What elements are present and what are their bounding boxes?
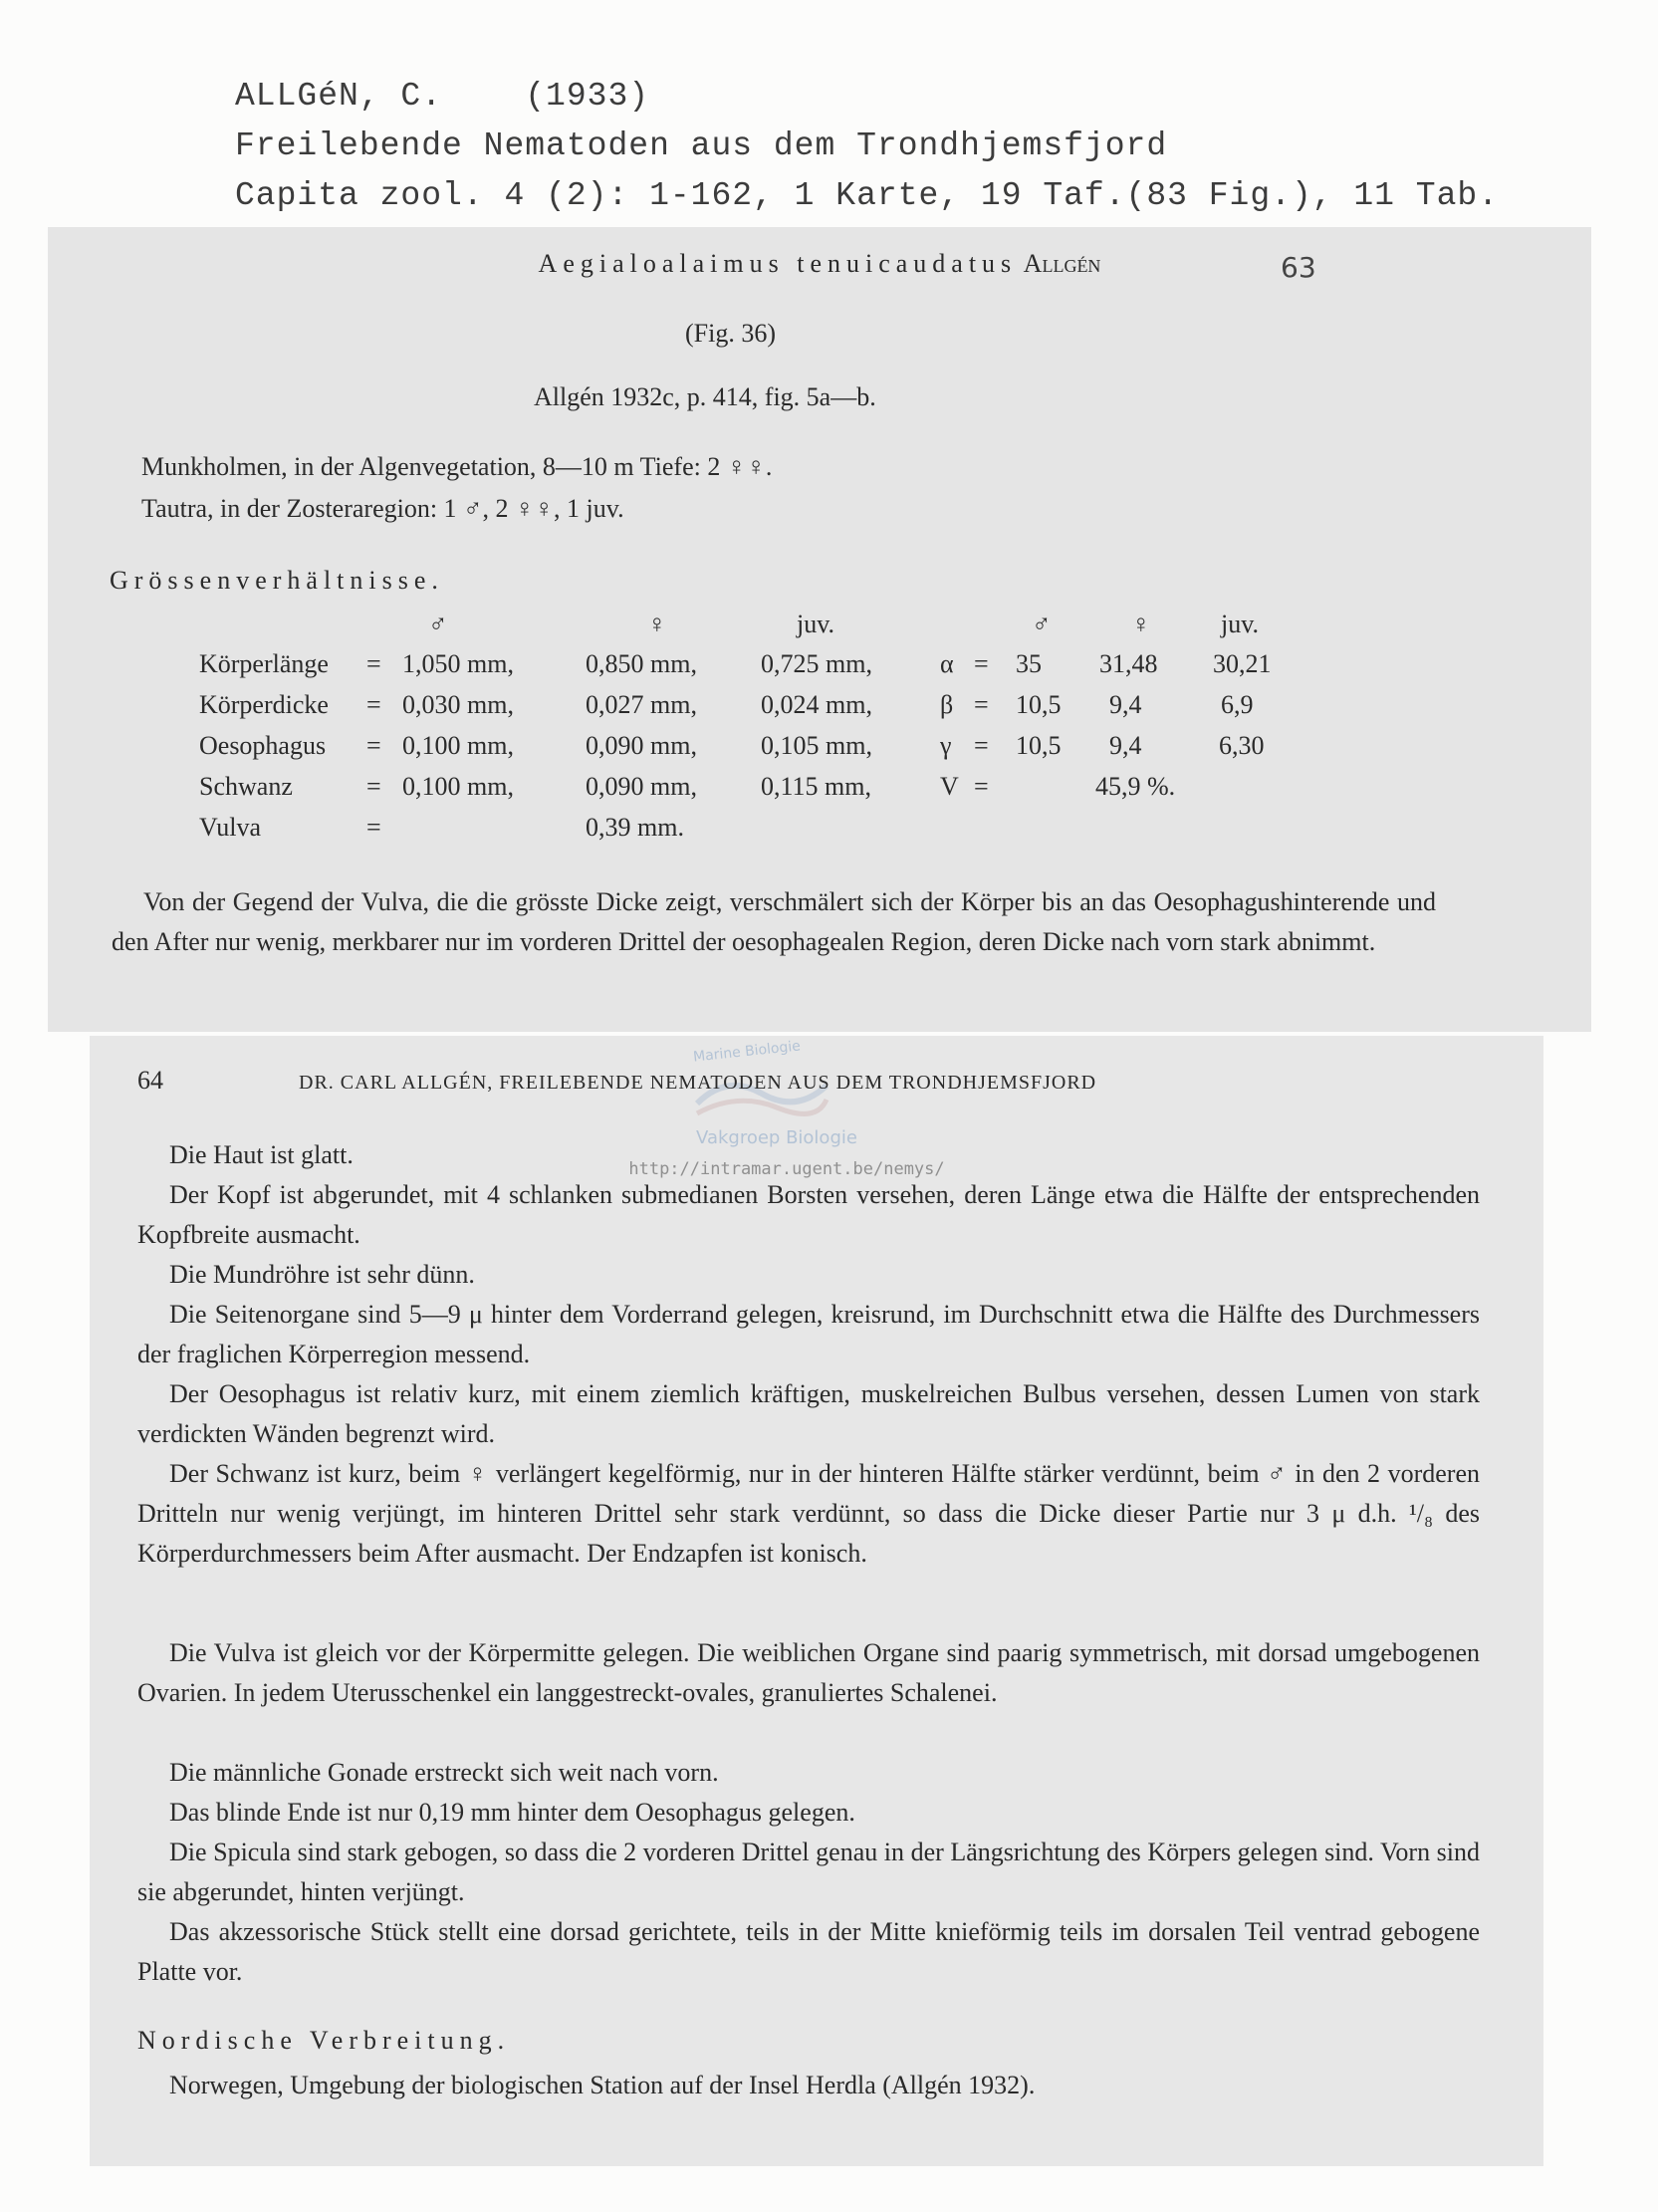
table-cell-juvenile: 0,115 mm,: [761, 772, 871, 801]
table-row-equals: =: [366, 731, 381, 760]
table-row-equals: =: [366, 813, 381, 842]
table-cell-juvenile: 0,105 mm,: [761, 731, 872, 760]
table-cell-ratio-female: 45,9 %.: [1095, 772, 1176, 801]
distribution-text: Norwegen, Umgebung der biologischen Station auf der Insel Herdla (Allgén 1932).: [169, 2071, 1036, 2099]
header-ratio-male: ♂: [1032, 610, 1052, 638]
citation-author-year: ALLGéN, C. (1933): [235, 78, 650, 115]
table-cell-greek-equals: =: [974, 772, 989, 801]
table-cell-greek-equals: =: [974, 649, 989, 678]
citation-title: Freilebende Nematoden aus dem Trondhjemsfjord: [235, 127, 1168, 164]
body-paragraph: Der Oesophagus ist relativ kurz, mit einem ziemlich kräftigen, muskelreichen Bulbus versehen, dessen Lumen von stark verdickten Wänden begrenzt wird.: [137, 1379, 1480, 1448]
body-paragraph: Der Kopf ist abgerundet, mit 4 schlanken submedianen Borsten versehen, deren Länge etwa die Hälfte der entsprechenden Kopfbreite ausmacht.: [137, 1180, 1480, 1249]
table-cell-greek-equals: =: [974, 690, 989, 719]
table-cell-greek: V: [940, 772, 959, 801]
page-number: 64: [137, 1066, 163, 1095]
header-ratio-juvenile: juv.: [1221, 610, 1260, 638]
table-cell-male: 0,030 mm,: [402, 690, 514, 719]
table-cell-ratio-juvenile: 6,9: [1221, 690, 1254, 719]
body-paragraph: Die Seitenorgane sind 5—9 μ hinter dem Vorderrand gelegen, kreisrund, im Durchschnitt etwa die Hälfte des Durchmessers der fraglichen Körperregion messend.: [137, 1300, 1480, 1368]
body-paragraph: Das akzessorische Stück stellt eine dorsad gerichtete, teils in der Mitte knieförmig teils im dorsalen Teil ventrad gebogene Platte vor.: [137, 1917, 1480, 1986]
table-cell-juvenile: 0,024 mm,: [761, 690, 872, 719]
body-paragraph: Der Schwanz ist kurz, beim ♀ verlängert kegelförmig, nur in der hinteren Hälfte stärker verdünnt, beim ♂ in den 2 vorderen Dritteln nur wenig verjüngt, im hinteren Drittel sehr stark verdünnt, so dass die Dicke dieser Partie nur 3 μ d.h. ¹/₈ des Körperdurchmessers beim After ausmacht. Der Endzapfen ist konisch.: [137, 1459, 1480, 1568]
header-ratio-female: ♀: [1131, 610, 1151, 638]
table-cell-juvenile: 0,725 mm,: [761, 649, 872, 678]
body-paragraph: Die Mundröhre ist sehr dünn.: [169, 1260, 475, 1289]
table-row-label: Schwanz: [199, 772, 293, 801]
table-cell-female: 0,39 mm.: [586, 813, 684, 842]
body-paragraph: Von der Gegend der Vulva, die die grösste Dicke zeigt, verschmälert sich der Körper bis an das Oesophagushinterende und den After nur wenig, merkbarer nur im vorderen Drittel der oesophagealen Region, deren Dicke nach vorn stark abnimmt.: [112, 887, 1436, 956]
locality-line-1: Munkholmen, in der Algenvegetation, 8—10 m Tiefe: 2 ♀♀.: [141, 452, 773, 481]
table-cell-female: 0,850 mm,: [586, 649, 697, 678]
table-row-label: Vulva: [199, 813, 261, 842]
table-row-label: Körperlänge: [199, 649, 329, 678]
table-cell-ratio-juvenile: 30,21: [1213, 649, 1272, 678]
table-cell-male: 1,050 mm,: [402, 649, 514, 678]
literature-reference: Allgén 1932c, p. 414, fig. 5a—b.: [534, 382, 876, 411]
table-cell-ratio-male: 35: [1016, 649, 1042, 678]
table-cell-greek: β: [940, 690, 954, 719]
figure-reference: (Fig. 36): [685, 319, 776, 348]
header-juvenile: juv.: [797, 610, 835, 638]
body-paragraph: Das blinde Ende ist nur 0,19 mm hinter dem Oesophagus gelegen.: [169, 1798, 855, 1827]
header-male: ♂: [428, 610, 448, 638]
handwritten-page-number: 63: [1281, 251, 1316, 284]
table-cell-ratio-female: 9,4: [1109, 731, 1142, 760]
table-row-equals: =: [366, 772, 381, 801]
table-cell-greek-equals: =: [974, 731, 989, 760]
table-cell-ratio-male: 10,5: [1016, 690, 1062, 719]
table-cell-ratio-male: 10,5: [1016, 731, 1062, 760]
section-heading-measurements: Grössenverhältnisse.: [110, 566, 444, 595]
locality-line-2: Tautra, in der Zosteraregion: 1 ♂, 2 ♀♀, 1 juv.: [141, 494, 624, 523]
table-row-equals: =: [366, 649, 381, 678]
table-cell-ratio-juvenile: 6,30: [1219, 731, 1265, 760]
table-row-label: Körperdicke: [199, 690, 329, 719]
header-female: ♀: [647, 610, 667, 638]
watermark-top: Marine Biologie: [692, 1038, 802, 1066]
watermark-url: http://intramar.ugent.be/nemys/: [628, 1159, 945, 1179]
body-paragraph: Die Spicula sind stark gebogen, so dass die 2 vorderen Drittel genau in der Längsrichtung des Körpers gelegen sind. Vorn sind sie abgerundet, hinten verjüngt.: [137, 1838, 1480, 1906]
body-paragraph: Die Haut ist glatt.: [169, 1140, 354, 1169]
species-author: Allgén: [1023, 249, 1101, 278]
body-paragraph: Die männliche Gonade erstreckt sich weit nach vorn.: [169, 1758, 719, 1787]
table-cell-greek: γ: [940, 731, 952, 760]
page-clipping-lower: [90, 1036, 1543, 2166]
table-row-label: Oesophagus: [199, 731, 327, 760]
table-cell-female: 0,090 mm,: [586, 731, 697, 760]
page-clipping-upper: [48, 227, 1591, 1032]
watermark-text: Vakgroep Biologie: [696, 1127, 857, 1148]
body-paragraph: Die Vulva ist gleich vor der Körpermitte gelegen. Die weiblichen Organe sind paarig symmetrisch, mit dorsad umgebogenen Ovarien. In jedem Uterusschenkel ein langgestreckt-ovales, granuliertes Schalenei.: [137, 1638, 1480, 1707]
table-cell-greek: α: [940, 649, 954, 678]
species-heading: [48, 249, 1591, 279]
table-cell-male: 0,100 mm,: [402, 731, 514, 760]
table-cell-ratio-female: 31,48: [1099, 649, 1158, 678]
table-row-equals: =: [366, 690, 381, 719]
table-cell-female: 0,090 mm,: [586, 772, 697, 801]
table-cell-male: 0,100 mm,: [402, 772, 514, 801]
species-name: Aegialoalaimus tenuicaudatus: [538, 249, 1018, 278]
table-cell-female: 0,027 mm,: [586, 690, 697, 719]
table-cell-ratio-female: 9,4: [1109, 690, 1142, 719]
running-header: DR. CARL ALLGÉN, FREILEBENDE NEMATODEN AUS DEM TRONDHJEMSFJORD: [299, 1072, 1097, 1094]
citation-journal: Capita zool. 4 (2): 1-162, 1 Karte, 19 Taf.(83 Fig.), 11 Tab.: [235, 177, 1499, 214]
section-heading-distribution: Nordische Verbreitung.: [137, 2026, 511, 2055]
